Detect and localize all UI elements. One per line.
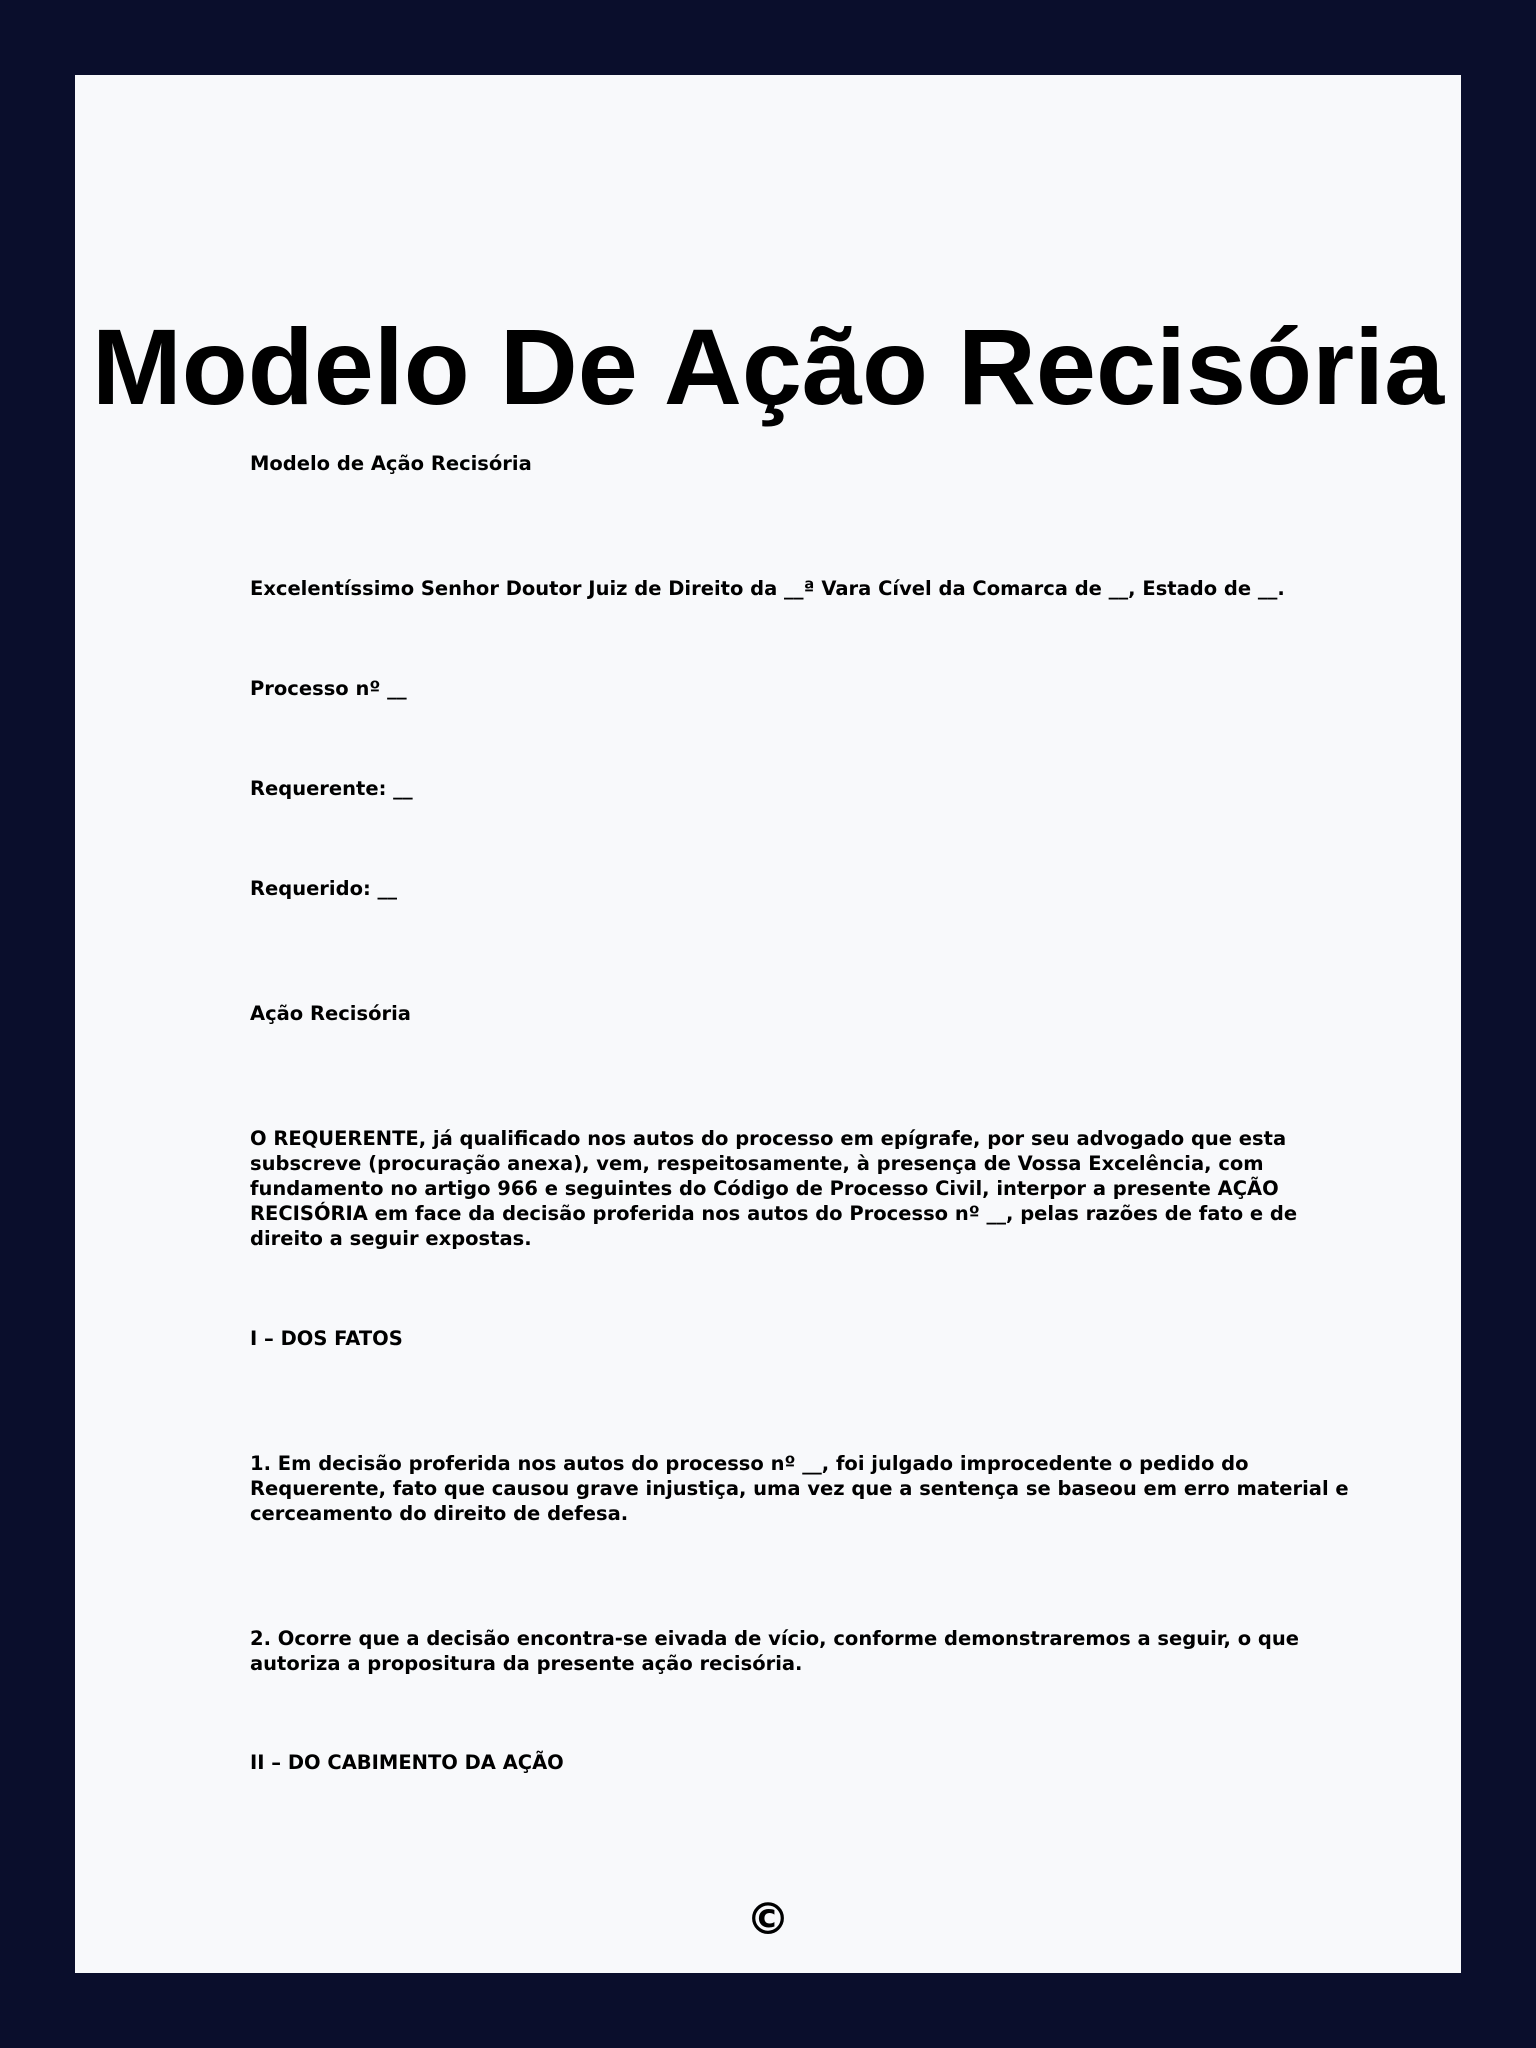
addressee-paragraph: Excelentíssimo Senhor Doutor Juiz de Direito da __ª Vara Cível da Comarca de __, Estado de __. [250, 577, 1285, 600]
action-heading: Ação Recisória [250, 1002, 411, 1025]
defendant-paragraph: Requerido: __ [250, 877, 398, 900]
fact-item-1: 1. Em decisão proferida nos autos do processo nº __, foi julgado improcedente o pedido do Requerente, fato que causou grave injustiça, uma vez que a sentença se baseou em erro material e cerceamento do direito de defesa. [250, 1452, 1349, 1525]
plaintiff-paragraph: Requerente: __ [250, 777, 413, 800]
process-number-paragraph: Processo nº __ [250, 677, 407, 700]
fact-item-2: 2. Ocorre que a decisão encontra-se eivada de vício, conforme demonstraremos a seguir, o que autoriza a propositura da presente ação recisória. [250, 1627, 1299, 1675]
facts-heading: I – DOS FATOS [250, 1327, 403, 1350]
intro-paragraph: O REQUERENTE, já qualificado nos autos do processo em epígrafe, por seu advogado que esta subscreve (procuração anexa), vem, respeitosamente, à presença de Vossa Excelência, com fundamento no artigo 966 e seguintes do Código de Processo Civil, interpor a presente AÇÃO RECISÓRIA em face da decisão proferida nos autos do Processo nº __, pelas razões de fato e de direito a seguir expostas. [250, 1127, 1298, 1250]
admissibility-heading: II – DO CABIMENTO DA AÇÃO [250, 1751, 564, 1774]
document-title: Modelo De Ação Recisória [91, 306, 1445, 427]
copyright-icon: © [746, 1894, 790, 1945]
document-page [75, 75, 1461, 1973]
subtitle-paragraph: Modelo de Ação Recisória [250, 452, 532, 475]
